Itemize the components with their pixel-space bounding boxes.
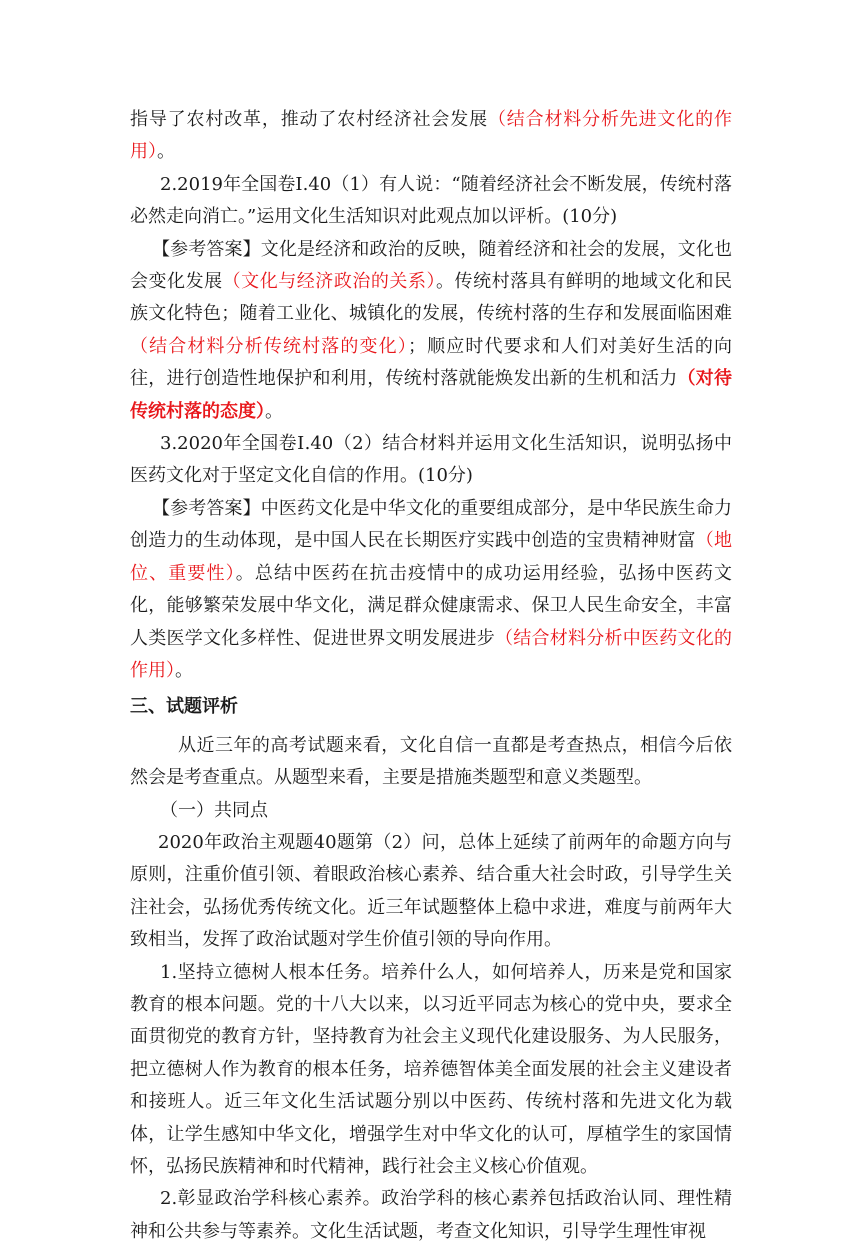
point-2: 2.彰显政治学科核心素养。政治学科的核心素养包括政治认同、理性精神和公共参与等素养。文化生活试题，考查文化知识，引导学生理性审视: [130, 1188, 732, 1242]
answer-text: 【参考答案】文化是经济和政治的反映，随着经济和社会的发展，文化也会变化发展: [130, 238, 732, 293]
answer-text: 。: [265, 400, 283, 422]
answer-2: [130, 234, 732, 428]
body-text: 。: [157, 141, 175, 163]
section-heading: 三、试题评析: [130, 696, 238, 718]
answer-text: 。传统村落具有鲜明的地域文化和民族文化特色；随着工业化、城镇化的发展，传统村落的生存和发展面临困难: [130, 271, 732, 325]
annotation-red: （结合材料分析传统村落的变化）: [130, 335, 408, 357]
body-text: 指导了农村改革，推动了农村经济社会发展: [130, 109, 488, 130]
answer-3: [130, 493, 732, 687]
intro-paragraph: 从近三年的高考试题来看，文化自信一直都是考查热点，相信今后依然会是考查重点。从题型来看，主要是措施类题型和意义类题型。: [130, 734, 732, 789]
continued-paragraph: [130, 104, 732, 169]
point-1: 1.坚持立德树人根本任务。培养什么人，如何培养人，历来是党和国家教育的根本问题。党的十八大以来，以习近平同志为核心的党中央，要求全面贯彻党的教育方针，坚持教育为社会主义现代化建设服务、为人民服务，把立德树人作为教育的根本任务，培养德智体美全面发展的社会主义建设者和接班人。近三年文化生活试题分别以中医药、传统村落和先进文化为载体，让学生感知中华文化，增强学生对中华文化的认可，厚植学生的家国情怀，弘扬民族精神和时代精神，践行社会主义核心价值观。: [130, 961, 732, 1177]
answer-text: 。: [175, 659, 193, 681]
annotation-red: （地位、重要性）: [130, 530, 732, 584]
annotation-red: （文化与经济政治的关系）: [222, 271, 437, 293]
answer-text: 。总结中医药在抗击疫情中的成功运用经验，弘扬中医药文化，能够繁荣发展中华文化，满足群众健康需求、保卫人民生命安全，丰富人类医学文化多样性、促进世界文明发展进步: [130, 562, 733, 649]
answer-text: ；顺应时代要求和人们对美好生活的向往，进行创造性地保护和利用，传统村落就能焕发出新的生机和活力: [130, 335, 733, 390]
subheading-common-points: （一）共同点: [160, 799, 268, 821]
annotation-red: （结合材料分析先进文化的作用）: [130, 109, 733, 163]
question-3: 3.2020年全国卷Ⅰ.40（2）结合材料并运用文化生活知识，说明弘扬中医药文化对于坚定文化自信的作用。(10分): [130, 433, 732, 487]
annotation-red: （结合材料分析中医药文化的作用）: [130, 627, 732, 681]
answer-text: 【参考答案】中医药文化是中华文化的重要组成部分，是中华民族生命力创造力的生动体现，是中国人民在长期医疗实践中创造的宝贵精神财富: [130, 497, 732, 552]
annotation-red: （对待传统村落的态度）: [130, 368, 732, 422]
paragraph-2020: 2020年政治主观题40题第（2）问，总体上延续了前两年的命题方向与原则，注重价值引领、着眼政治核心素养、结合重大社会时政，引导学生关注社会，弘扬优秀传统文化。近三年试题整体上稳中求进，难度与前两年大致相当，发挥了政治试题对学生价值引领的导向作用。: [130, 831, 732, 951]
question-2: 2.2019年全国卷Ⅰ.40（1）有人说：“随着经济社会不断发展，传统村落必然走向消亡。”运用文化生活知识对此观点加以评析。(10分): [130, 173, 732, 228]
document-page: [130, 104, 732, 1248]
